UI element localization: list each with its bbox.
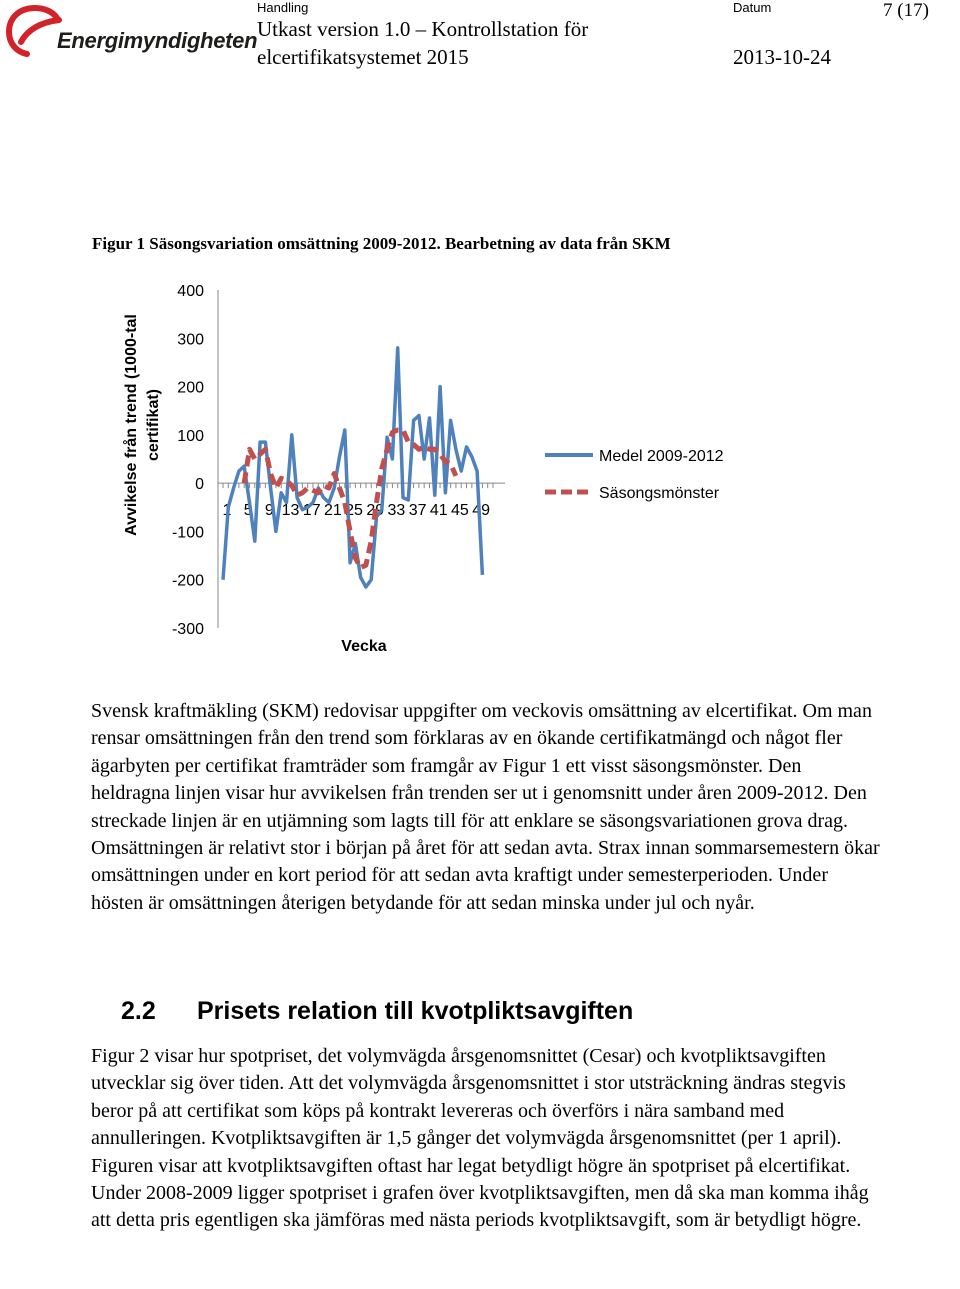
x-tick-label: 21 [323, 502, 342, 520]
y-tick-label: 400 [177, 283, 204, 300]
page-number: 7 (17) [883, 0, 929, 21]
x-tick-label: 1 [222, 502, 232, 520]
document-date: 2013-10-24 [733, 45, 831, 69]
x-tick-label: 45 [451, 502, 469, 520]
legend-label-medel: Medel 2009-2012 [599, 448, 724, 465]
document-title-line2: elcertifikatsystemet 2015 [257, 45, 469, 69]
y-tick-label: -200 [171, 572, 204, 590]
section-heading-text: Prisets relation till kvotpliktsavgiften [197, 997, 634, 1025]
y-axis-ticks [172, 283, 204, 638]
x-tick-label: 13 [281, 502, 300, 520]
logo-text: Energimyndigheten [57, 28, 258, 53]
y-tick-label: 300 [177, 331, 204, 349]
x-tick-label: 41 [429, 502, 448, 520]
handling-label: Handling [257, 0, 309, 15]
x-tick-label: 17 [302, 502, 321, 520]
y-axis-title-line1: Avvikelse från trend (1000-tal [123, 314, 140, 536]
x-tick-label: 29 [366, 502, 385, 520]
series-line-medel [223, 348, 482, 587]
section-heading [91, 997, 633, 1026]
logo [5, 4, 258, 58]
y-tick-label: 100 [177, 427, 204, 445]
x-axis-tick-labels [223, 502, 491, 519]
x-axis-title: Vecka [341, 638, 387, 655]
datum-label: Datum [733, 0, 772, 15]
figure-caption: Figur 1 Säsongsvariation omsättning 2009-2012. Bearbetning av data från SKM [92, 234, 671, 253]
paragraph-season: Svensk kraftmäkling (SKM) redovisar uppgifter om veckovis omsättning av elcertifikat. Om man rensar omsättningen från den trend som förklaras av en ökande certifikatmängd och något fler ägarbyten per certifikat framträder som framgår av Figur 1 ett visst säsongsmönster. Den heldragna linjen visar hur avvikelsen från trenden ser ut i genomsnitt under åren 2009-2012. Den streckade linjen är en utjämning som lagts till för att enklare se säsongsvariationen grova drag. Omsättningen är relativt stor i början på året för att sedan avta. Strax innan sommarsemestern ökar omsättningen under en kort period för att sedan avta kraftigt under semesterperioden. Under hösten är omsättningen återigen betydande för att sedan minska under jul och nyår. [91, 700, 880, 914]
x-tick-label: 25 [345, 502, 363, 520]
x-tick-label: 9 [264, 502, 274, 520]
logo-mark-icon [5, 4, 65, 58]
season-chart [0, 260, 960, 660]
y-tick-label: -300 [171, 621, 204, 638]
x-axis-minor-ticks [223, 483, 493, 488]
y-tick-label: 0 [195, 476, 204, 494]
legend-label-sasong: Säsongsmönster [599, 485, 720, 502]
x-tick-label: 49 [472, 502, 491, 520]
series-lines [223, 348, 482, 587]
x-tick-label: 37 [408, 502, 427, 520]
y-tick-label: -100 [171, 524, 204, 542]
y-tick-label: 200 [177, 379, 204, 397]
x-tick-label: 33 [387, 502, 406, 520]
y-axis-title-line2: certifikat) [145, 388, 162, 462]
x-tick-label: 5 [243, 502, 253, 520]
section-heading-number: 2.2 [121, 997, 156, 1025]
document-title-line1: Utkast version 1.0 – Kontrollstation för [257, 17, 589, 41]
paragraph-price: Figur 2 visar hur spotpriset, det volymvägda årsgenomsnittet (Cesar) och kvotpliktsavgiften utvecklar sig över tiden. Att det volymvägda årsgenomsnittet i stor utsträckning ändras stegvis beror på att certifikat som köps på kontrakt levereras och överförs i nära samband med annulleringen. Kvotpliktsavgiften är 1,5 gånger det volymvägda årsgenomsnittet (per 1 april). Figuren visar att kvotpliktsavgiften oftast har legat betydligt högre än spotpriset på elcertifikat. Under 2008-2009 ligger spotpriset i grafen över kvotpliktsavgiften, men då ska man komma ihåg att detta pris egentligen ska jämföras med nästa periods kvotpliktsavgift, som är betydligt högre. [91, 1045, 869, 1232]
chart-legend [545, 448, 724, 502]
y-axis-title [122, 314, 162, 536]
